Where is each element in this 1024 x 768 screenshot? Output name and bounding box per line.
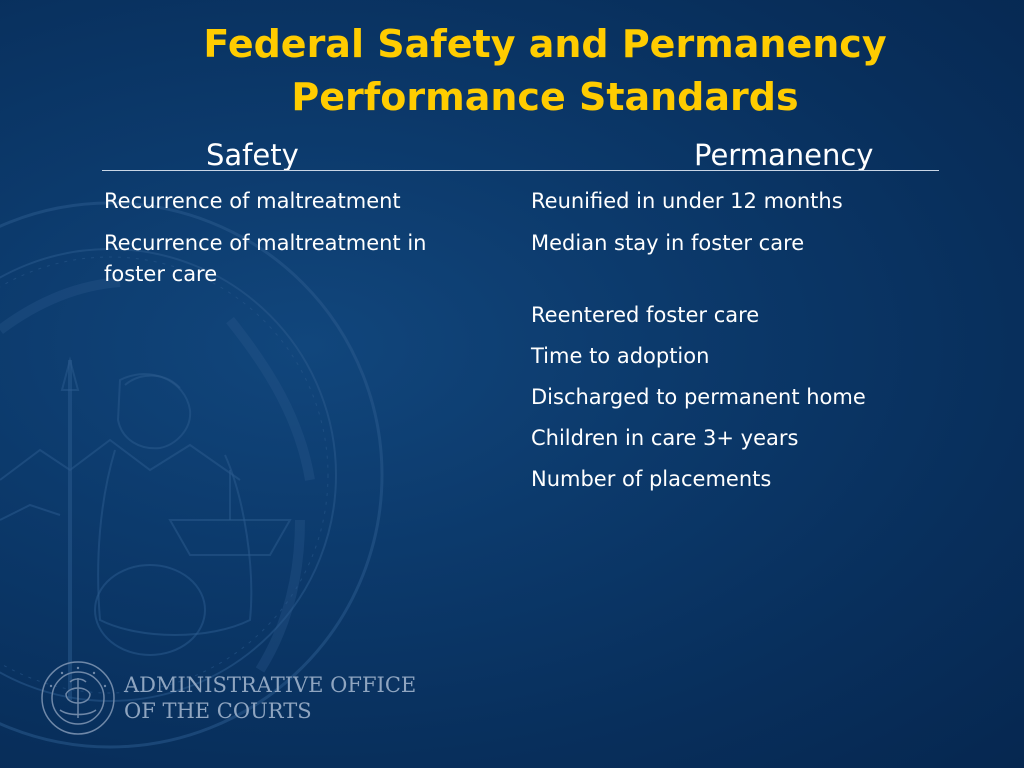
safety-item: Recurrence of maltreatment (104, 189, 401, 213)
header-divider (102, 170, 939, 171)
organization-name-line1: ADMINISTRATIVE OFFICE (124, 673, 417, 697)
permanency-item: Reunified in under 12 months (531, 189, 843, 213)
judicial-council-seal-logo (40, 660, 116, 736)
safety-item: Recurrence of maltreatment in foster care (104, 231, 427, 286)
permanency-item: Discharged to permanent home (531, 385, 866, 409)
permanency-item: Number of placements (531, 467, 772, 491)
slide-title: Federal Safety and Permanency Performance Standards (203, 22, 887, 119)
permanency-column-header: Permanency (694, 138, 874, 172)
safety-column-header: Safety (206, 138, 299, 172)
permanency-item: Children in care 3+ years (531, 426, 799, 450)
permanency-item: Median stay in foster care (531, 231, 805, 255)
organization-name-line2: OF THE COURTS (124, 699, 312, 723)
organization-name (124, 672, 416, 724)
permanency-item: Time to adoption (531, 344, 710, 368)
permanency-item: Reentered foster care (531, 303, 760, 327)
